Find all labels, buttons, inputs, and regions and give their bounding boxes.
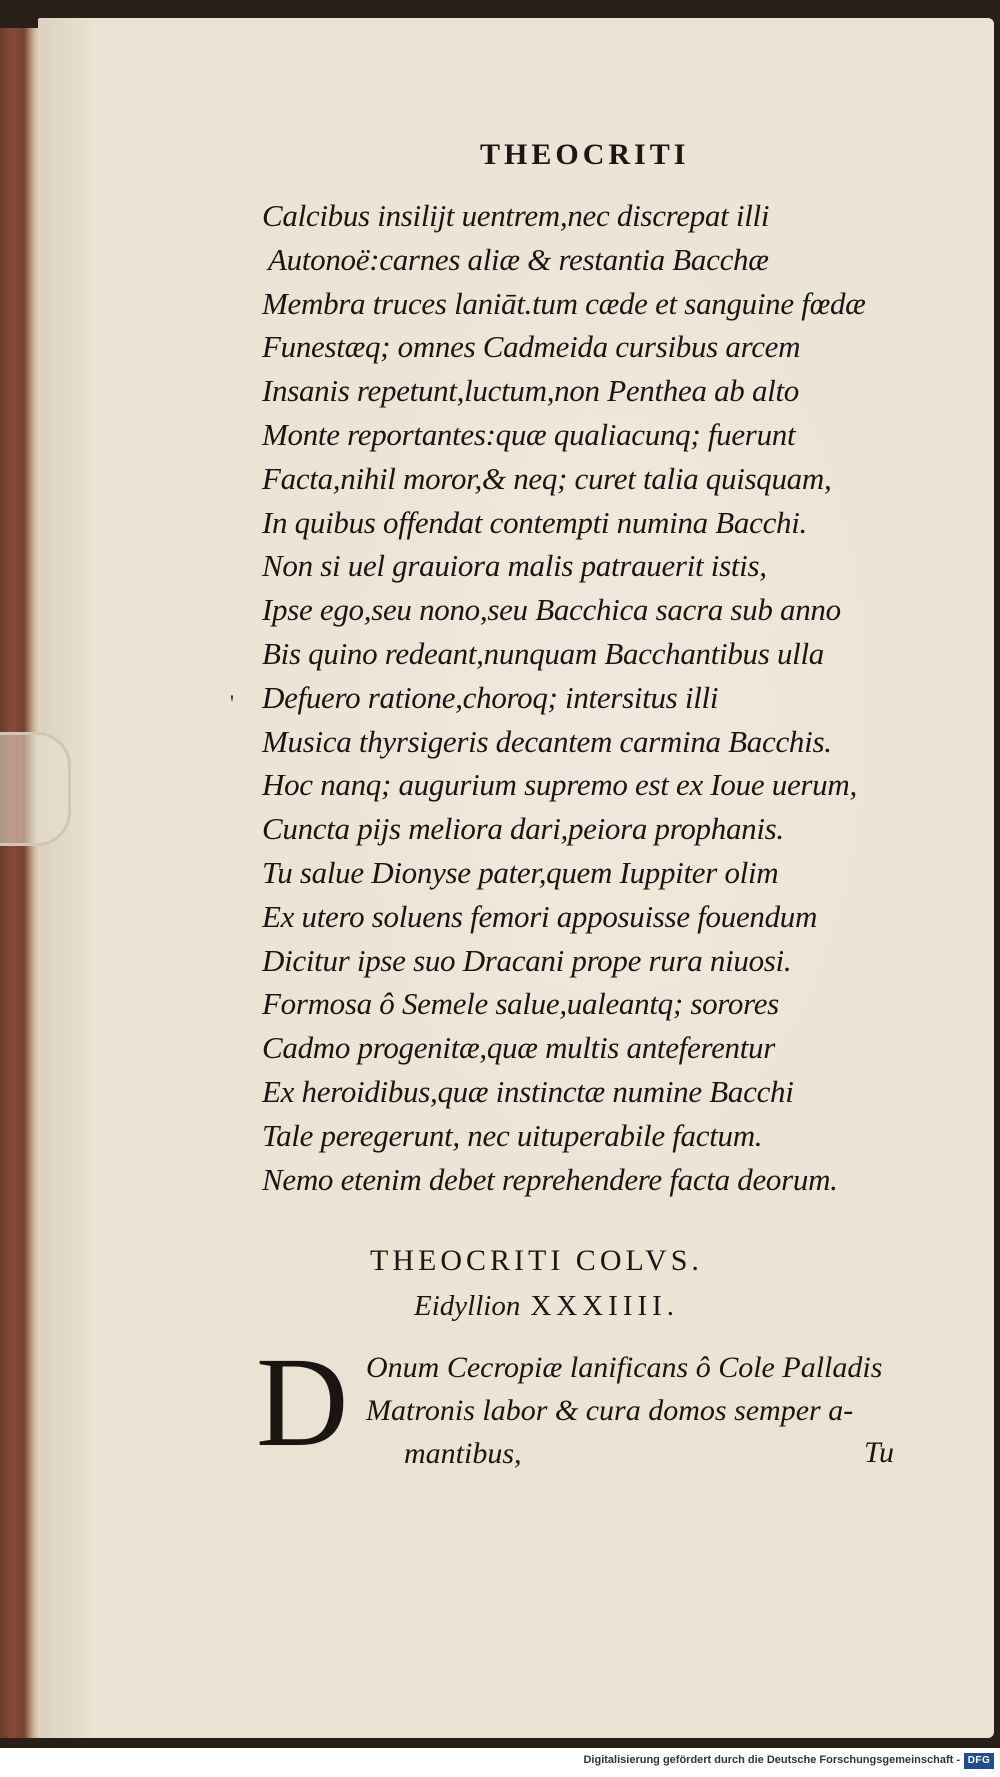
verse-line: Cadmo progenitæ,quæ multis anteferentur bbox=[262, 1030, 775, 1066]
verse-line: Ipse ego,seu nono,seu Bacchica sacra sub anno bbox=[262, 592, 841, 628]
verse-line: Dicitur ipse suo Dracani prope rura niuosi. bbox=[262, 942, 792, 978]
section-title: THEOCRITI COLVS. bbox=[370, 1244, 703, 1277]
verse-line: Musica thyrsigeris decantem carmina Bacchis. bbox=[262, 723, 832, 759]
verse-line: Facta,nihil moror,& neq; curet talia quisquam, bbox=[262, 460, 832, 496]
stray-mark: ' bbox=[230, 690, 234, 715]
verse-line: Membra truces laniāt.tum cæde et sanguine fœdæ bbox=[262, 285, 866, 321]
verse-line: Insanis repetunt,luctum,non Penthea ab alto bbox=[262, 373, 799, 409]
verse-line: Formosa ô Semele salue,ualeantq; sorores bbox=[262, 986, 779, 1022]
verse-block bbox=[262, 194, 942, 1201]
dfg-logo-icon: DFG bbox=[964, 1753, 994, 1769]
page-clip bbox=[0, 732, 71, 846]
verse-line: Defuero ratione,choroq; intersitus illi bbox=[262, 679, 719, 715]
catchword: Tu bbox=[864, 1436, 895, 1469]
poem-line: Matronis labor & cura domos semper a- bbox=[366, 1394, 854, 1427]
verse-line: Autonoë:carnes aliæ & restantia Bacchæ bbox=[268, 241, 769, 277]
verse-line: Cuncta pijs meliora dari,peiora prophanis. bbox=[262, 811, 784, 847]
running-head: THEOCRITI bbox=[480, 138, 690, 171]
verse-line: Bis quino redeant,nunquam Bacchantibus ulla bbox=[262, 635, 824, 671]
verse-line: Nemo etenim debet reprehendere facta deorum. bbox=[262, 1161, 838, 1197]
poem-line: mantibus, bbox=[404, 1437, 522, 1470]
subtitle-roman: XXXIIII. bbox=[530, 1290, 680, 1322]
section-subtitle bbox=[414, 1290, 679, 1323]
verse-line: Calcibus insilijt uentrem,nec discrepat illi bbox=[262, 198, 770, 233]
verse-line: Hoc nanq; augurium supremo est ex Ioue uerum, bbox=[262, 767, 857, 803]
book-edge bbox=[0, 28, 40, 1738]
verse-line: Ex utero soluens femori apposuisse fouendum bbox=[262, 898, 818, 934]
subtitle-word: Eidyllion bbox=[414, 1290, 521, 1322]
drop-cap: D bbox=[256, 1331, 349, 1473]
verse-line: Non si uel grauiora malis patrauerit istis, bbox=[262, 548, 767, 584]
poem-block bbox=[366, 1346, 926, 1475]
poem-line: Onum Cecropiæ lanificans ô Cole Palladis bbox=[366, 1351, 883, 1384]
verse-line: Tu salue Dionyse pater,quem Iuppiter olim bbox=[262, 854, 779, 890]
verse-line: Ex heroidibus,quæ instinctæ numine Bacchi bbox=[262, 1073, 794, 1109]
funding-credit: Digitalisierung gefördert durch die Deutsche Forschungsgemeinschaft - bbox=[583, 1754, 960, 1766]
verse-line: In quibus offendat contempti numina Bacchi. bbox=[262, 504, 808, 540]
verse-line: Monte reportantes:quæ qualiacunq; fuerunt bbox=[262, 416, 796, 452]
footer-bar bbox=[0, 1748, 1000, 1777]
verse-line: Funestæq; omnes Cadmeida cursibus arcem bbox=[262, 329, 801, 365]
verse-line: Tale peregerunt, nec uituperabile factum. bbox=[262, 1117, 763, 1153]
